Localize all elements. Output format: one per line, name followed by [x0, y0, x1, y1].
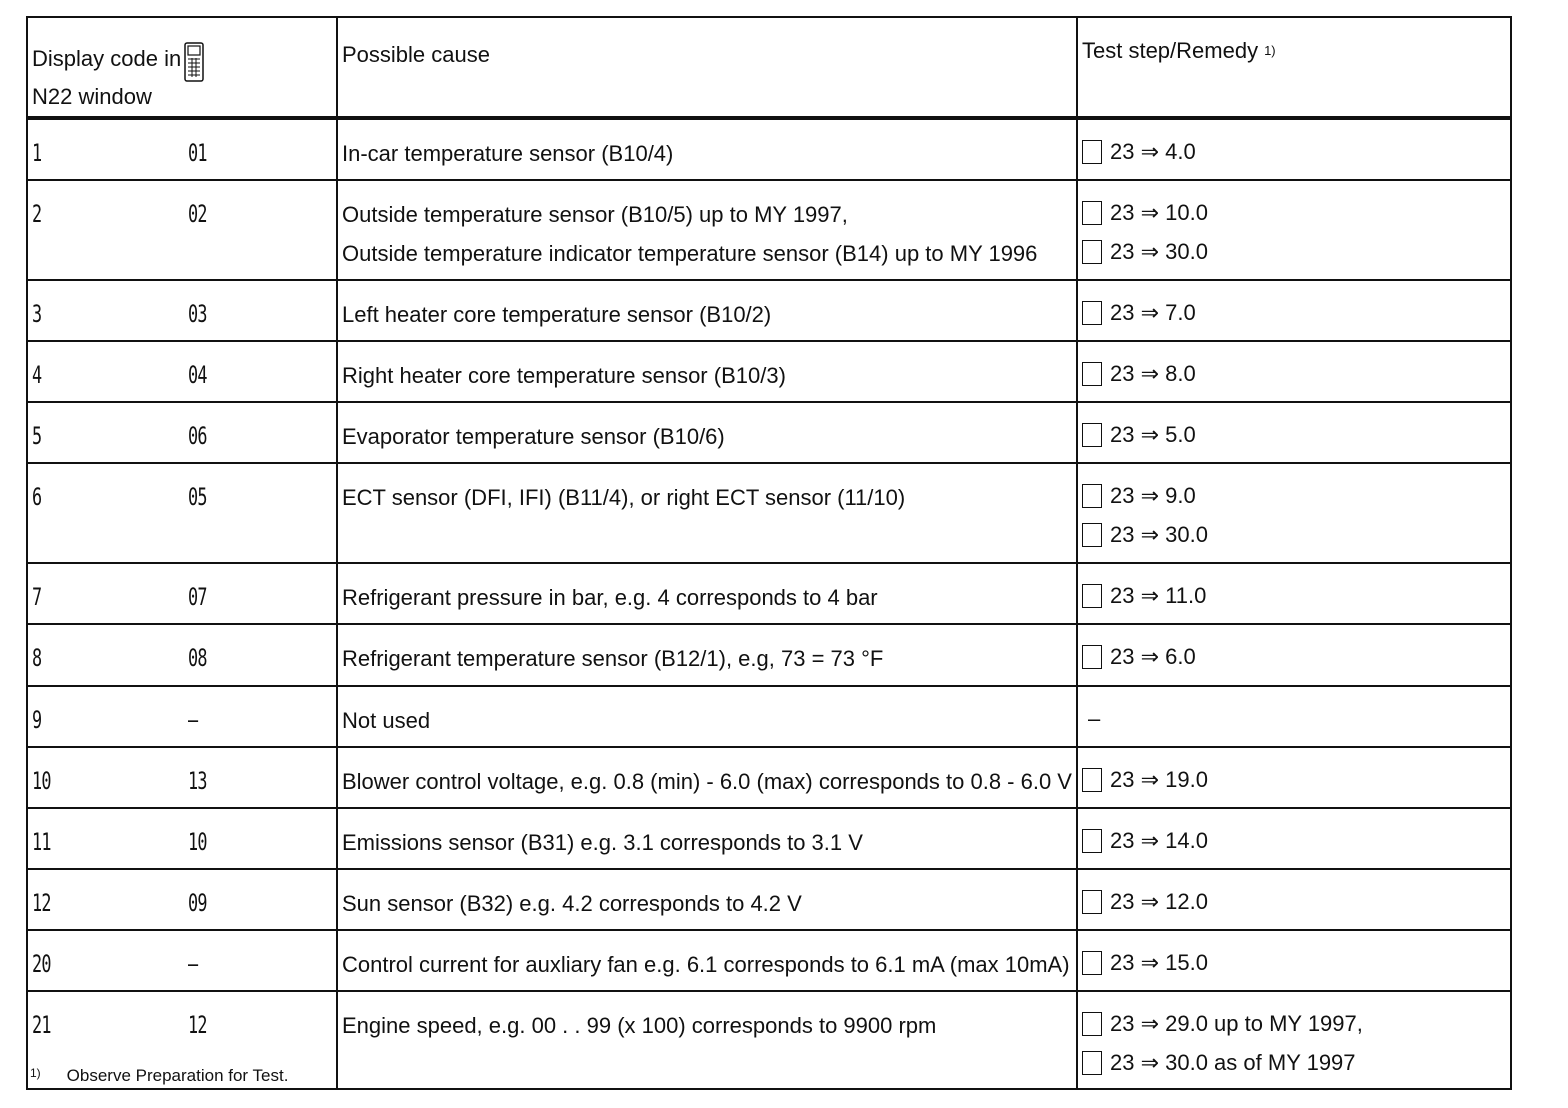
possible-cause-text: Engine speed, e.g. 00 . . 99 (x 100) corresponds to 9900 rpm	[342, 1013, 937, 1038]
test-step-line	[1082, 699, 1510, 738]
possible-cause-cell	[337, 563, 1077, 624]
checkbox-icon[interactable]	[1082, 140, 1102, 164]
table-row	[27, 180, 1511, 280]
display-code-primary: 21	[32, 1011, 51, 1039]
possible-cause-text: Control current for auxliary fan e.g. 6.1 corresponds to 6.1 mA (max 10mA)	[342, 952, 1070, 977]
footnote-text: Observe Preparation for Test.	[66, 1066, 289, 1085]
display-code-primary: 1	[32, 139, 42, 167]
display-code-primary: 10	[32, 767, 51, 795]
checkbox-icon[interactable]	[1082, 951, 1102, 975]
checkbox-icon[interactable]	[1082, 1012, 1102, 1036]
display-code-n22: –	[188, 950, 198, 978]
header-footnote-mark: 1)	[1264, 43, 1276, 58]
display-code-cell	[27, 118, 337, 180]
handheld-tester-icon	[184, 42, 204, 82]
test-step-text: 23 ⇒ 30.0 as of MY 1997	[1110, 1050, 1356, 1075]
test-step-text: 23 ⇒ 14.0	[1110, 828, 1208, 853]
test-step-text: 23 ⇒ 7.0	[1110, 300, 1196, 325]
test-step-line	[1082, 415, 1510, 454]
display-code-n22: 01	[188, 139, 207, 167]
possible-cause-cell	[337, 280, 1077, 341]
test-step-text: 23 ⇒ 5.0	[1110, 422, 1196, 447]
test-step-line	[1082, 637, 1510, 676]
test-step-cell	[1077, 991, 1511, 1089]
test-step-cell	[1077, 624, 1511, 686]
test-step-cell	[1077, 341, 1511, 402]
possible-cause-cell	[337, 991, 1077, 1089]
checkbox-icon[interactable]	[1082, 1051, 1102, 1075]
possible-cause-cell	[337, 930, 1077, 991]
table-row	[27, 118, 1511, 180]
test-step-text: 23 ⇒ 29.0 up to MY 1997,	[1110, 1011, 1363, 1036]
table-row	[27, 624, 1511, 686]
table-row	[27, 808, 1511, 869]
possible-cause-cell	[337, 118, 1077, 180]
test-step-cell	[1077, 747, 1511, 808]
table-row	[27, 280, 1511, 341]
display-code-cell	[27, 280, 337, 341]
display-code-primary: 3	[32, 300, 42, 328]
table-row	[27, 869, 1511, 930]
checkbox-icon[interactable]	[1082, 768, 1102, 792]
display-code-cell	[27, 869, 337, 930]
display-code-primary: 11	[32, 828, 51, 856]
display-code-cell	[27, 341, 337, 402]
display-code-cell	[27, 747, 337, 808]
header-display-code	[27, 17, 337, 118]
test-step-cell	[1077, 869, 1511, 930]
display-code-cell	[27, 180, 337, 280]
checkbox-icon[interactable]	[1082, 890, 1102, 914]
test-step-line	[1082, 576, 1510, 615]
test-step-line	[1082, 515, 1510, 554]
possible-cause-cell	[337, 869, 1077, 930]
test-step-text: 23 ⇒ 6.0	[1110, 644, 1196, 669]
checkbox-icon[interactable]	[1082, 240, 1102, 264]
display-code-n22: 12	[188, 1011, 207, 1039]
display-code-n22: 13	[188, 767, 207, 795]
test-step-line	[1082, 232, 1510, 271]
possible-cause-cell	[337, 808, 1077, 869]
display-code-cell	[27, 686, 337, 747]
display-code-n22: 04	[188, 361, 207, 389]
footnote-mark: 1)	[30, 1066, 41, 1080]
test-step-text: 23 ⇒ 8.0	[1110, 361, 1196, 386]
test-step-cell	[1077, 280, 1511, 341]
test-step-line	[1082, 1004, 1510, 1043]
checkbox-icon[interactable]	[1082, 362, 1102, 386]
diagnosis-sheet	[26, 16, 1510, 1090]
display-code-n22: 07	[188, 583, 207, 611]
display-code-n22: 02	[188, 200, 207, 228]
checkbox-icon[interactable]	[1082, 523, 1102, 547]
table-row	[27, 463, 1511, 563]
display-code-primary: 2	[32, 200, 42, 228]
display-code-primary: 9	[32, 706, 42, 734]
display-code-primary: 7	[32, 583, 42, 611]
test-step-cell	[1077, 686, 1511, 747]
table-row	[27, 686, 1511, 747]
possible-cause-text: Emissions sensor (B31) e.g. 3.1 corresponds to 3.1 V	[342, 830, 863, 855]
test-step-text: 23 ⇒ 4.0	[1110, 139, 1196, 164]
test-step-cell	[1077, 563, 1511, 624]
test-step-line	[1082, 760, 1510, 799]
display-code-n22: 10	[188, 828, 207, 856]
display-code-n22: 09	[188, 889, 207, 917]
test-step-cell	[1077, 180, 1511, 280]
display-code-primary: 12	[32, 889, 51, 917]
display-code-primary: 4	[32, 361, 42, 389]
header-possible-cause-text: Possible cause	[342, 42, 490, 67]
test-step-text: 23 ⇒ 15.0	[1110, 950, 1208, 975]
test-step-text: 23 ⇒ 9.0	[1110, 483, 1196, 508]
possible-cause-text: Right heater core temperature sensor (B10/3)	[342, 363, 786, 388]
test-step-text: 23 ⇒ 30.0	[1110, 522, 1208, 547]
test-step-text: 23 ⇒ 10.0	[1110, 200, 1208, 225]
possible-cause-text: Refrigerant temperature sensor (B12/1), e.g, 73 = 73 °F	[342, 646, 884, 671]
display-code-n22: 05	[188, 483, 207, 511]
possible-cause-cell	[337, 747, 1077, 808]
test-step-cell	[1077, 402, 1511, 463]
test-step-line	[1082, 293, 1510, 332]
possible-cause-text: Outside temperature indicator temperature sensor (B14) up to MY 1996	[342, 241, 1038, 266]
test-step-text: –	[1088, 706, 1101, 731]
display-code-primary: 6	[32, 483, 42, 511]
possible-cause-text: In-car temperature sensor (B10/4)	[342, 141, 674, 166]
possible-cause-text: Refrigerant pressure in bar, e.g. 4 corresponds to 4 bar	[342, 585, 878, 610]
display-code-cell	[27, 930, 337, 991]
checkbox-icon[interactable]	[1082, 484, 1102, 508]
test-step-line	[1082, 354, 1510, 393]
table-row	[27, 930, 1511, 991]
possible-cause-text: Not used	[342, 708, 431, 733]
checkbox-icon[interactable]	[1082, 423, 1102, 447]
header-display-code-line2: N22 window	[32, 84, 152, 109]
test-step-text: 23 ⇒ 19.0	[1110, 767, 1208, 792]
table-header-row	[27, 17, 1511, 118]
display-code-cell	[27, 563, 337, 624]
test-step-cell	[1077, 930, 1511, 991]
test-step-line	[1082, 132, 1510, 171]
test-step-cell	[1077, 118, 1511, 180]
header-test-step-text: Test step/Remedy	[1082, 38, 1259, 63]
display-code-n22: 08	[188, 644, 207, 672]
test-step-line	[1082, 943, 1510, 982]
display-code-table	[26, 16, 1512, 1090]
possible-cause-cell	[337, 686, 1077, 747]
checkbox-icon[interactable]	[1082, 584, 1102, 608]
display-code-primary: 20	[32, 950, 51, 978]
possible-cause-cell	[337, 341, 1077, 402]
possible-cause-text: Evaporator temperature sensor (B10/6)	[342, 424, 725, 449]
header-test-step	[1077, 17, 1511, 118]
checkbox-icon[interactable]	[1082, 301, 1102, 325]
possible-cause-text: Outside temperature sensor (B10/5) up to MY 1997,	[342, 202, 848, 227]
test-step-line	[1082, 1043, 1510, 1082]
test-step-text: 23 ⇒ 11.0	[1110, 583, 1207, 608]
test-step-line	[1082, 821, 1510, 860]
test-step-line	[1082, 476, 1510, 515]
possible-cause-text: Blower control voltage, e.g. 0.8 (min) - 6.0 (max) corresponds to 0.8 - 6.0 V	[342, 769, 1072, 794]
checkbox-icon[interactable]	[1082, 201, 1102, 225]
display-code-cell	[27, 808, 337, 869]
possible-cause-cell	[337, 180, 1077, 280]
footnote	[30, 1066, 288, 1086]
possible-cause-cell	[337, 624, 1077, 686]
test-step-text: 23 ⇒ 30.0	[1110, 239, 1208, 264]
header-display-code-line1: Display code in	[32, 46, 182, 71]
test-step-text: 23 ⇒ 12.0	[1110, 889, 1208, 914]
display-code-primary: 8	[32, 644, 42, 672]
possible-cause-cell	[337, 463, 1077, 563]
possible-cause-text: ECT sensor (DFI, IFI) (B11/4), or right ECT sensor (11/10)	[342, 485, 906, 510]
possible-cause-cell	[337, 402, 1077, 463]
table-row	[27, 341, 1511, 402]
display-code-cell	[27, 463, 337, 563]
test-step-line	[1082, 882, 1510, 921]
display-code-cell	[27, 402, 337, 463]
table-row	[27, 563, 1511, 624]
header-possible-cause	[337, 17, 1077, 118]
test-step-line	[1082, 193, 1510, 232]
table-row	[27, 402, 1511, 463]
test-step-cell	[1077, 808, 1511, 869]
possible-cause-text: Left heater core temperature sensor (B10/2)	[342, 302, 772, 327]
display-code-n22: 06	[188, 422, 207, 450]
test-step-cell	[1077, 463, 1511, 563]
checkbox-icon[interactable]	[1082, 829, 1102, 853]
checkbox-icon[interactable]	[1082, 645, 1102, 669]
display-code-n22: 03	[188, 300, 207, 328]
display-code-primary: 5	[32, 422, 42, 450]
table-row	[27, 747, 1511, 808]
display-code-n22: –	[188, 706, 198, 734]
possible-cause-text: Sun sensor (B32) e.g. 4.2 corresponds to 4.2 V	[342, 891, 802, 916]
display-code-cell	[27, 624, 337, 686]
